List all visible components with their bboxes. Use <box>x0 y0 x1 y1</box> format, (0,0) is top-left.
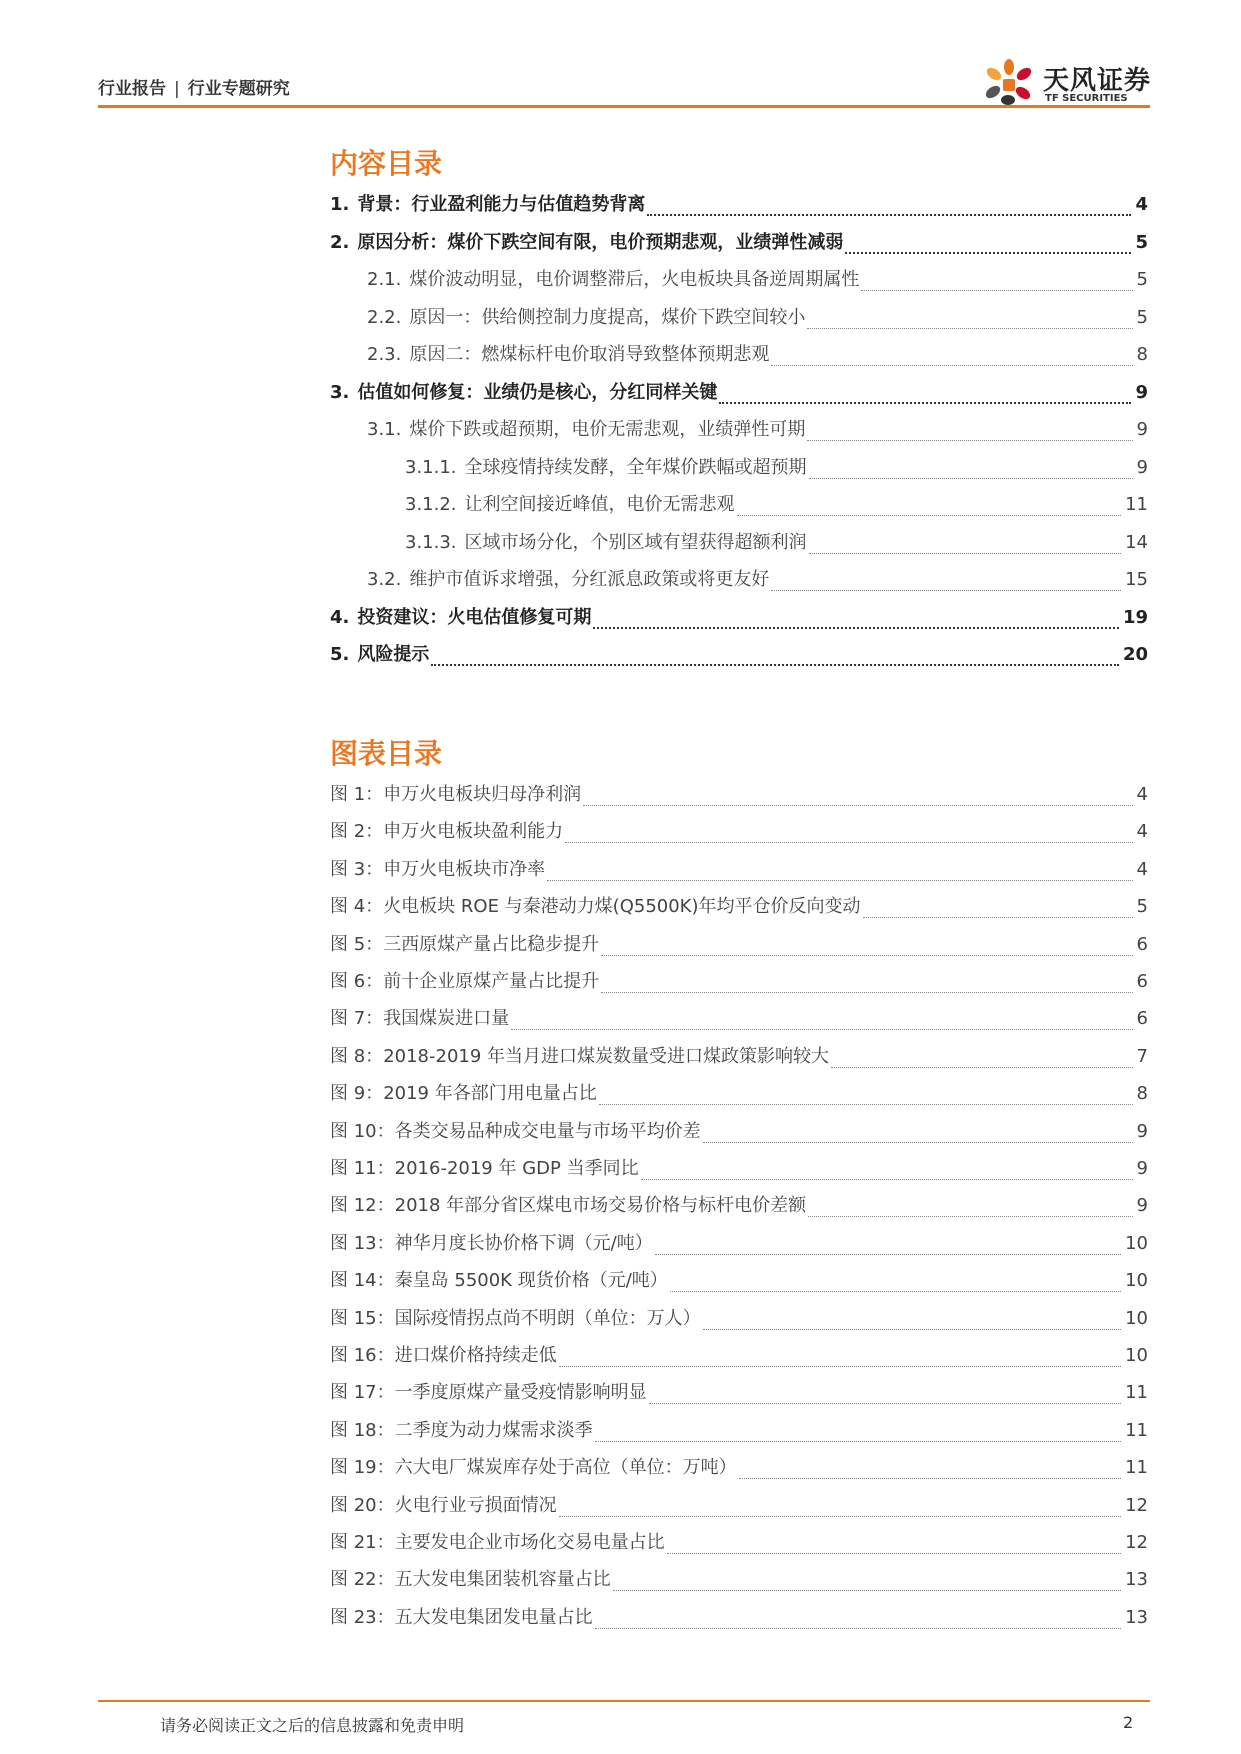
figure-entry[interactable] <box>330 1229 1148 1259</box>
figure-entry-title: 五大发电集团装机容量占比 <box>394 1569 611 1591</box>
toc-entry-title: 区域市场分化，个别区域有望获得超额利润 <box>464 531 807 553</box>
figure-entry-label: 图 5： <box>330 933 384 955</box>
figure-entry[interactable] <box>330 1117 1148 1147</box>
dot-leader <box>565 841 1132 843</box>
figure-entry-page: 4 <box>1136 821 1148 843</box>
dot-leader <box>593 626 1119 629</box>
toc-entry[interactable] <box>367 265 1148 295</box>
company-logo <box>981 58 1151 106</box>
dot-leader <box>831 1066 1133 1068</box>
figure-entry-page: 12 <box>1125 1532 1148 1553</box>
figure-entry-label: 图 2： <box>330 821 384 843</box>
toc-entry-title: 估值如何修复：业绩仍是核心，分红同样关键 <box>357 381 718 403</box>
figure-entry-label: 图 3： <box>330 858 384 880</box>
toc-entry-page: 15 <box>1125 569 1148 590</box>
toc-entry[interactable] <box>330 190 1148 220</box>
figure-entry-title: 火电板块 ROE 与秦港动力煤(Q5500K)年均平仓价反向变动 <box>383 896 861 918</box>
footer-divider <box>98 1700 1150 1702</box>
figure-entry[interactable] <box>330 1378 1148 1408</box>
dot-leader <box>547 879 1132 881</box>
toc-entry[interactable] <box>367 565 1148 595</box>
toc-entry-page: 4 <box>1135 194 1148 215</box>
figure-entry-label: 图 10： <box>330 1120 395 1142</box>
figure-entry-title: 六大电厂煤炭库存处于高位（单位：万吨） <box>394 1457 737 1479</box>
figure-entry-label: 图 8： <box>330 1045 384 1067</box>
toc-entry[interactable] <box>367 340 1148 370</box>
toc-entry-number: 4. <box>330 606 350 628</box>
figure-entry-label: 图 1： <box>330 784 384 805</box>
breadcrumb <box>98 74 290 99</box>
figure-entry[interactable] <box>330 855 1148 885</box>
dot-leader <box>511 1028 1132 1030</box>
toc-entry-number: 2.3. <box>367 344 402 365</box>
figure-entry-page: 10 <box>1125 1345 1148 1366</box>
figure-entry-label: 图 9： <box>330 1083 384 1105</box>
dot-leader <box>809 477 1133 479</box>
toc-entry-title: 原因一：供给侧控制力度提高，煤价下跌空间较小 <box>409 306 806 328</box>
figure-entry[interactable] <box>330 930 1148 960</box>
figure-entry-page: 10 <box>1125 1232 1148 1254</box>
dot-leader <box>647 213 1131 216</box>
report-type: 行业报告 <box>98 79 166 99</box>
toc-entry-page: 20 <box>1122 644 1148 665</box>
dot-leader <box>601 954 1132 956</box>
figure-entry[interactable] <box>330 1191 1148 1221</box>
dot-leader <box>641 1178 1133 1180</box>
figure-entry-title: 神华月度长协价格下调（元/吨） <box>394 1232 653 1254</box>
figure-entry-page: 12 <box>1125 1494 1148 1516</box>
figure-entry-page: 13 <box>1125 1606 1148 1628</box>
toc-entry-page: 5 <box>1136 306 1148 328</box>
figure-entry-title: 主要发电企业市场化交易电量占比 <box>394 1532 665 1553</box>
footer-disclaimer: 请务必阅读正文之后的信息披露和免责申明 <box>160 1716 465 1735</box>
dot-leader <box>703 1141 1133 1143</box>
figure-entry-title: 2016-2019 年 GDP 当季同比 <box>394 1158 639 1179</box>
figure-entry-page: 4 <box>1136 784 1148 805</box>
toc-entry-title: 投资建议：火电估值修复可期 <box>357 606 592 628</box>
figure-entry-title: 2019 年各部门用电量占比 <box>383 1083 597 1105</box>
toc-entry-number: 3.1.1. <box>405 456 457 478</box>
figure-entry-title: 二季度为动力煤需求淡季 <box>394 1419 593 1441</box>
figure-entry[interactable] <box>330 1453 1148 1483</box>
toc-entry-number: 2.2. <box>367 306 402 328</box>
figure-entry[interactable] <box>330 1079 1148 1109</box>
figure-entry-title: 进口煤价格持续走低 <box>394 1345 557 1366</box>
figure-entry-page: 11 <box>1125 1382 1148 1404</box>
figure-entry[interactable] <box>330 1042 1148 1072</box>
figure-entry-page: 10 <box>1125 1307 1148 1329</box>
toc-entry-title: 煤价下跌或超预期，电价无需悲观，业绩弹性可期 <box>409 419 806 440</box>
figure-entry-page: 5 <box>1136 896 1148 918</box>
figure-entry-page: 13 <box>1125 1569 1148 1591</box>
figure-entry-label: 图 4： <box>330 896 384 918</box>
toc-entry-page: 5 <box>1136 269 1148 290</box>
dot-leader <box>863 916 1133 918</box>
toc-entry-number: 3. <box>330 381 350 403</box>
dot-leader <box>861 289 1132 291</box>
figure-entry-title: 2018-2019 年当月进口煤炭数量受进口煤政策影响较大 <box>383 1045 830 1067</box>
logo-name: 天风证券 <box>1043 66 1152 96</box>
toc-entry-title: 原因二：燃煤标杆电价取消导致整体预期悲观 <box>409 344 770 365</box>
toc-entry[interactable] <box>330 228 1148 258</box>
toc-entry-page: 9 <box>1136 419 1148 440</box>
figure-entry-label: 图 14： <box>330 1270 395 1292</box>
dot-leader <box>670 1290 1121 1292</box>
figure-entry-title: 三西原煤产量占比稳步提升 <box>383 933 600 955</box>
figure-entry[interactable] <box>330 1304 1148 1334</box>
figure-entry-label: 图 15： <box>330 1307 395 1329</box>
figure-entry[interactable] <box>330 1266 1148 1296</box>
figure-entry-title: 我国煤炭进口量 <box>383 1008 510 1030</box>
figure-entry-label: 图 6： <box>330 971 384 992</box>
figure-entry-page: 11 <box>1125 1419 1148 1441</box>
figure-entry-page: 10 <box>1125 1270 1148 1292</box>
toc-entry-number: 2.1. <box>367 269 402 290</box>
page-header <box>98 58 1150 106</box>
figure-entry-label: 图 22： <box>330 1569 395 1591</box>
figure-entry-page: 9 <box>1136 1120 1148 1142</box>
figure-entry-title: 申万火电板块市净率 <box>383 858 546 880</box>
toc-entry-title: 煤价波动明显，电价调整滞后，火电板块具备逆周期属性 <box>409 269 860 290</box>
dot-leader <box>601 991 1132 993</box>
figure-entry-page: 6 <box>1136 1008 1148 1030</box>
report-subtype: 行业专题研究 <box>187 79 290 99</box>
toc-entry[interactable] <box>405 453 1148 483</box>
toc-entry[interactable] <box>330 378 1148 408</box>
figure-entry-label: 图 21： <box>330 1532 395 1553</box>
figure-entry-label: 图 23： <box>330 1606 395 1628</box>
toc-entry-title: 让利空间接近峰值，电价无需悲观 <box>464 494 735 515</box>
dot-leader <box>595 1440 1121 1442</box>
figure-entry-page: 4 <box>1136 858 1148 880</box>
flower-logo-icon <box>981 58 1037 106</box>
dot-leader <box>595 1627 1121 1629</box>
dot-leader <box>807 327 1132 329</box>
dot-leader <box>739 1477 1121 1479</box>
dot-leader <box>649 1402 1121 1404</box>
toc-entry-number: 3.1.3. <box>405 531 457 553</box>
figure-entry-title: 国际疫情拐点尚不明朗（单位：万人） <box>394 1307 701 1329</box>
toc-entry-title: 原因分析：煤价下跌空间有限，电价预期悲观，业绩弹性减弱 <box>357 231 844 253</box>
toc-entry-number: 5. <box>330 644 350 665</box>
figure-entry-label: 图 7： <box>330 1008 384 1030</box>
toc-entry-number: 3.1. <box>367 419 402 440</box>
figure-entry-page: 7 <box>1136 1045 1148 1067</box>
toc-entry-title: 维护市值诉求增强，分红派息政策或将更友好 <box>409 569 770 590</box>
toc-entry-title: 背景：行业盈利能力与估值趋势背离 <box>357 194 646 215</box>
toc-entry-page: 9 <box>1136 456 1148 478</box>
breadcrumb-separator: | <box>174 79 180 99</box>
figure-entry-label: 图 11： <box>330 1158 395 1179</box>
toc-entry-number: 3.2. <box>367 569 402 590</box>
figure-entry[interactable] <box>330 1528 1148 1558</box>
figure-entry-page: 9 <box>1136 1158 1148 1179</box>
header-divider <box>98 105 1150 108</box>
dot-leader <box>719 401 1131 404</box>
toc-entry-page: 14 <box>1125 531 1148 553</box>
dot-leader <box>667 1552 1121 1554</box>
toc-entry-page: 11 <box>1125 494 1148 515</box>
figures-title: 图表目录 <box>330 737 443 770</box>
toc-entry[interactable] <box>367 415 1148 445</box>
toc-entry-page: 9 <box>1135 381 1148 403</box>
dot-leader <box>613 1589 1121 1591</box>
dot-leader <box>771 589 1121 591</box>
dot-leader <box>599 1103 1133 1105</box>
dot-leader <box>559 1515 1121 1517</box>
figure-entry[interactable] <box>330 1603 1148 1633</box>
figure-entry[interactable] <box>330 1341 1148 1371</box>
toc-entry[interactable] <box>405 528 1148 558</box>
figure-entry-label: 图 19： <box>330 1457 395 1479</box>
dot-leader <box>808 1215 1132 1217</box>
dot-leader <box>809 552 1122 554</box>
toc-entry-title: 风险提示 <box>357 644 430 665</box>
dot-leader <box>737 514 1122 516</box>
dot-leader <box>559 1365 1121 1367</box>
figure-entry-page: 11 <box>1125 1457 1148 1479</box>
figure-entry-label: 图 13： <box>330 1232 395 1254</box>
figure-entry-title: 五大发电集团发电量占比 <box>394 1606 593 1628</box>
dot-leader <box>431 663 1119 666</box>
figure-entry[interactable] <box>330 967 1148 997</box>
figure-entry-title: 申万火电板块盈利能力 <box>383 821 564 843</box>
dot-leader <box>845 251 1131 254</box>
figure-entry[interactable] <box>330 1154 1148 1184</box>
figure-entry-page: 9 <box>1136 1195 1148 1217</box>
figure-entry-title: 秦皇岛 5500K 现货价格（元/吨） <box>394 1270 668 1292</box>
toc-entry-page: 8 <box>1136 344 1148 365</box>
dot-leader <box>771 364 1132 366</box>
figure-entry-title: 各类交易品种成交电量与市场平均价差 <box>394 1120 701 1142</box>
figure-entry-title: 火电行业亏损面情况 <box>394 1494 557 1516</box>
figure-entry-title: 2018 年部分省区煤电市场交易价格与标杆电价差额 <box>394 1195 807 1217</box>
figure-entry-title: 申万火电板块归母净利润 <box>383 784 582 805</box>
toc-title: 内容目录 <box>330 147 443 180</box>
figure-entry-page: 6 <box>1136 933 1148 955</box>
dot-leader <box>583 804 1132 806</box>
dot-leader <box>703 1328 1121 1330</box>
figure-entry-title: 一季度原煤产量受疫情影响明显 <box>394 1382 647 1404</box>
figure-entry[interactable] <box>330 892 1148 922</box>
figure-entry-label: 图 12： <box>330 1195 395 1217</box>
figure-entry-label: 图 16： <box>330 1345 395 1366</box>
toc-entry[interactable] <box>330 603 1148 633</box>
toc-entry-title: 全球疫情持续发酵，全年煤价跌幅或超预期 <box>464 456 807 478</box>
dot-leader <box>807 439 1132 441</box>
figure-entry[interactable] <box>330 1416 1148 1446</box>
toc-entry-page: 19 <box>1122 606 1148 628</box>
figure-entry-title: 前十企业原煤产量占比提升 <box>383 971 600 992</box>
figure-entry[interactable] <box>330 1491 1148 1521</box>
page-number: 2 <box>1123 1713 1134 1732</box>
figure-entry-label: 图 20： <box>330 1494 395 1516</box>
figure-entry[interactable] <box>330 817 1148 847</box>
toc-entry-page: 5 <box>1135 231 1148 253</box>
toc-entry-number: 2. <box>330 231 350 253</box>
figure-entry[interactable] <box>330 1004 1148 1034</box>
figure-entry[interactable] <box>330 1565 1148 1595</box>
dot-leader <box>655 1253 1121 1255</box>
toc-entry[interactable] <box>330 640 1148 670</box>
toc-entry-number: 3.1.2. <box>405 494 457 515</box>
toc-entry[interactable] <box>405 490 1148 520</box>
figure-entry-page: 6 <box>1136 971 1148 992</box>
logo-subtitle: TF SECURITIES <box>1045 93 1128 104</box>
figure-entry-page: 8 <box>1136 1083 1148 1105</box>
toc-entry-number: 1. <box>330 194 350 215</box>
figure-entry-label: 图 17： <box>330 1382 395 1404</box>
toc-entry[interactable] <box>367 303 1148 333</box>
figure-entry-label: 图 18： <box>330 1419 395 1441</box>
figure-entry[interactable] <box>330 780 1148 810</box>
